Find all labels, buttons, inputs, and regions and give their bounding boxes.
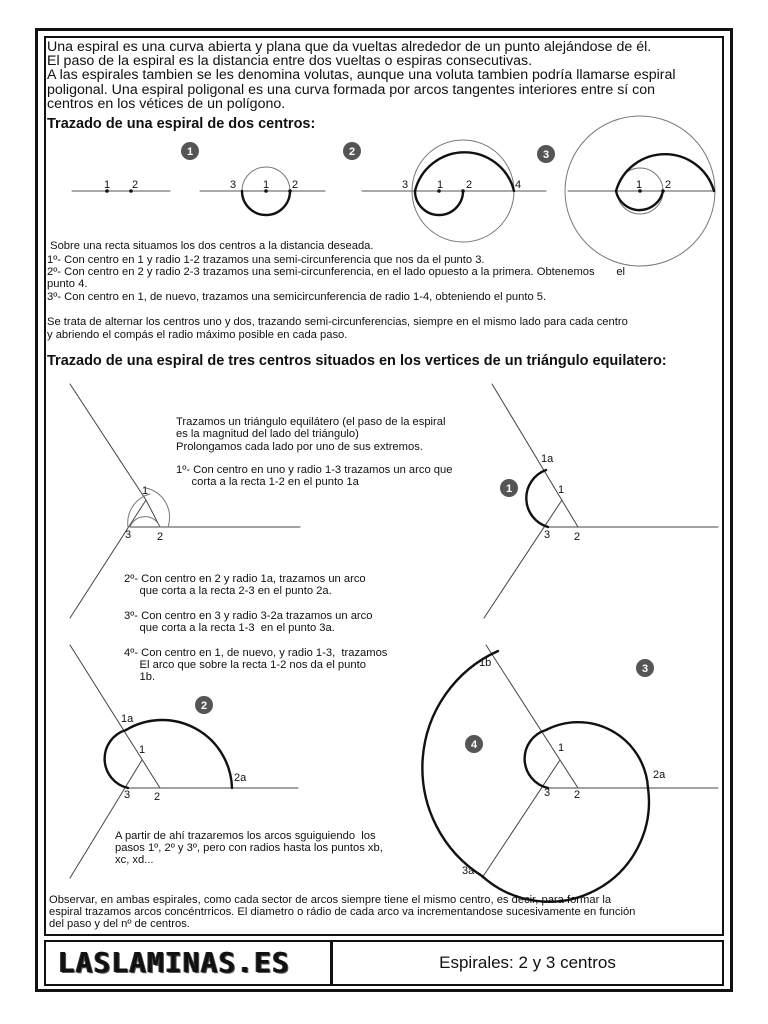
point-label: 3 xyxy=(544,787,551,799)
point-label: 2 xyxy=(292,179,299,191)
paragraph-line: es la magnitud del lado del triángulo) xyxy=(176,428,359,440)
point-label: 1 xyxy=(558,484,565,496)
figure-two-centers-step1 xyxy=(200,167,325,215)
point-label: 1 xyxy=(142,485,149,497)
figure-two-centers-step3 xyxy=(565,116,715,266)
point-label: 2 xyxy=(574,531,581,543)
step-badge-icon xyxy=(500,479,518,497)
paragraph-line: A partir de ahí trazaremos los arcos sguiguiendo los xyxy=(115,830,376,842)
svg-text:1: 1 xyxy=(186,146,194,158)
figure-three-centers-construction xyxy=(70,384,300,618)
intro-line: poligonal. Una espiral poligonal es una curva formada por arcos tangentes interiores entre sí con xyxy=(47,82,656,98)
point-label: 1 xyxy=(636,179,643,191)
step-badge-icon xyxy=(181,142,199,160)
paragraph-line: 2º- Con centro en 2 y radio 2-3 trazamos una semi-circunferencia, en el lado opuesto a la primera. Obtenemos el xyxy=(47,266,626,278)
intro-line: Una espiral es una curva abierta y plana que da vueltas alrededor de un punto alejándose de él. xyxy=(47,39,652,55)
svg-text:2: 2 xyxy=(200,700,208,712)
svg-text:1: 1 xyxy=(505,483,513,495)
point-label: 1 xyxy=(437,179,444,191)
figure-three-centers-step3-4 xyxy=(422,645,718,902)
point-label: 2 xyxy=(665,179,672,191)
paragraph-line: xc, xd... xyxy=(115,854,154,866)
paragraph-line: Se trata de alternar los centros uno y dos, trazando semi-circunferencias, siempre en el mismo lado para cada centro xyxy=(47,316,628,328)
step-badge-icon xyxy=(636,659,654,677)
figure-three-centers-step1 xyxy=(484,384,718,618)
intro-line: centros en los vétices de un polígono. xyxy=(47,96,286,112)
paragraph-line: corta a la recta 1-2 en el punto 1a xyxy=(176,476,359,488)
paragraph-line: 4º- Con centro en 1, de nuevo, y radio 1-3, trazamos xyxy=(124,647,388,659)
point-label: 1a xyxy=(541,453,554,465)
step-badge-icon xyxy=(195,696,213,714)
paragraph-line: que corta a la recta 2-3 en el punto 2a. xyxy=(124,585,332,597)
paragraph-line: 2º- Con centro en 2 y radio 1a, trazamos un arco xyxy=(124,573,366,585)
svg-text:3: 3 xyxy=(542,149,550,161)
point-label: 1a xyxy=(121,713,134,725)
paragraph-line: 1b. xyxy=(124,671,156,683)
point-label: 1b xyxy=(479,657,492,669)
site-logo[interactable]: LASLAMINAS.ES xyxy=(58,946,291,979)
paragraph-line: Sobre una recta situamos los dos centros a la distancia deseada. xyxy=(47,240,374,252)
svg-text:3: 3 xyxy=(641,663,649,675)
paragraph-line: Trazamos un triángulo equilátero (el paso de la espiral xyxy=(176,416,446,428)
paragraph-line: 3º- Con centro en 3 y radio 3-2a trazamos un arco xyxy=(124,610,373,622)
paragraph-line: pasos 1º, 2º y 3º, pero con radios hasta los puntos xb, xyxy=(115,842,383,854)
step-badge-icon xyxy=(537,145,555,163)
paragraph-line: que corta a la recta 1-3 en el punto 3a. xyxy=(124,622,335,634)
paragraph-line: 3º- Con centro en 1, de nuevo, trazamos una semicircunferencia de radio 1-4, obteniendo el punto 5. xyxy=(47,291,547,303)
point-label: 3 xyxy=(402,179,409,191)
point-label: 2 xyxy=(132,179,139,191)
point-label: 2 xyxy=(154,791,161,803)
paragraph-line: El arco que sobre la recta 1-2 nos da el punto xyxy=(124,659,366,671)
paragraph-line: punto 4. xyxy=(47,278,88,290)
paragraph-line: Prolongamos cada lado por uno de sus extremos. xyxy=(176,441,423,453)
figure-three-centers-step2 xyxy=(70,645,298,878)
section-heading: Trazado de una espiral de tres centros situados en los vertices de un triángulo equilatero: xyxy=(47,353,667,369)
point-label: 1 xyxy=(263,179,270,191)
point-label: 2a xyxy=(653,769,666,781)
point-label: 2 xyxy=(574,789,581,801)
point-label: 3 xyxy=(230,179,237,191)
svg-text:2: 2 xyxy=(348,146,356,158)
paragraph-line: Observar, en ambas espirales, como cada sector de arcos siempre tiene el mismo centro, es decir, para formar la xyxy=(49,894,612,906)
section-heading: Trazado de una espiral de dos centros: xyxy=(47,116,316,132)
point-label: 3 xyxy=(125,529,132,541)
point-label: 1 xyxy=(104,179,111,191)
point-label: 3a xyxy=(462,865,475,877)
point-label: 2a xyxy=(234,772,247,784)
point-label: 4 xyxy=(515,179,522,191)
paragraph-line: del paso y del nº de centros. xyxy=(49,918,190,930)
paragraph-line: espiral trazamos arcos concéntrricos. El diametro o rádio de cada arco va incrementandose sucesivamente en función xyxy=(49,906,636,918)
point-label: 1 xyxy=(558,742,565,754)
step-badge-icon xyxy=(343,142,361,160)
point-label: 1 xyxy=(139,744,146,756)
point-label: 3 xyxy=(544,529,551,541)
figure-two-centers-step2 xyxy=(362,140,546,242)
paragraph-line: y abriendo el compás el radio máximo posible en cada paso. xyxy=(47,329,348,341)
svg-text:4: 4 xyxy=(470,739,478,751)
step-badge-icon xyxy=(465,735,483,753)
point-label: 2 xyxy=(466,179,473,191)
intro-line: A las espirales tambien se les denomina volutas, aunque una voluta tambien podría llamarse espiral xyxy=(47,67,676,83)
intro-line: El paso de la espiral es la distancia entre dos vueltas o espiras consecutivas. xyxy=(47,53,533,69)
sheet-title: Espirales: 2 y 3 centros xyxy=(439,953,616,972)
point-label: 2 xyxy=(157,531,164,543)
paragraph-line: 1º- Con centro en 1 y radio 1-2 trazamos una semi-circunferencia que nos da el punto 3. xyxy=(47,254,485,266)
point-label: 3 xyxy=(124,789,131,801)
figure-two-centers-base xyxy=(72,189,170,193)
paragraph-line: 1º- Con centro en uno y radio 1-3 trazamos un arco que xyxy=(176,464,453,476)
